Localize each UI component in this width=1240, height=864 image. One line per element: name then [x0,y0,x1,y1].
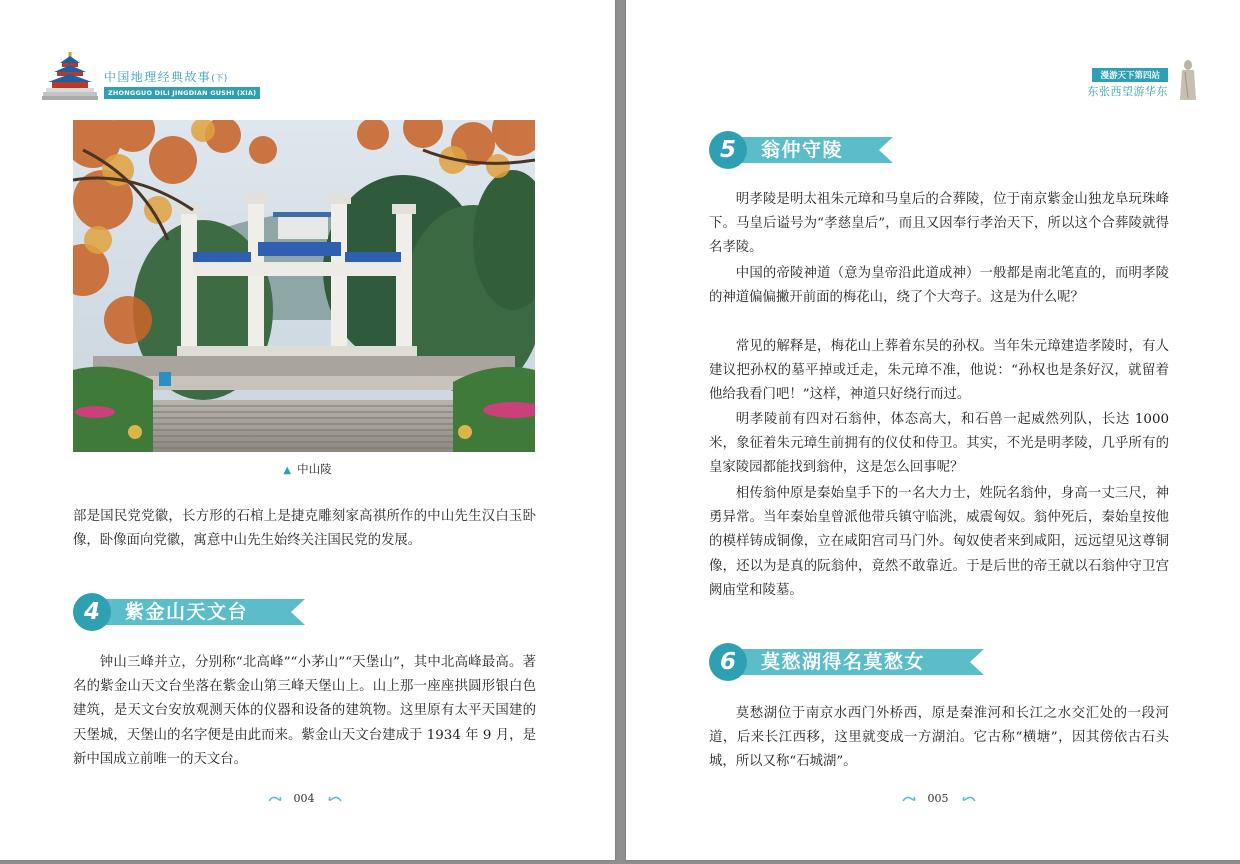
section-title: 紫金山天文台 [125,601,249,623]
statue-icon [1178,60,1198,100]
book-title: 中国地理经典故事(下) [104,70,228,84]
section-5-paragraph-1: 明孝陵是明太祖朱元璋和马皇后的合葬陵，位于南京紫金山独龙阜玩珠峰下。马皇后谥号为“孝慈皇后”，而且又因奉行孝治天下，所以这个合葬陵就得名孝陵。 [709,192,1169,256]
wave-ornament-icon [322,794,342,804]
section-5-paragraph-3: 常见的解释是，梅花山上葬着东吴的孙权。当年朱元璋建造孝陵时，有人建议把孙权的墓平掉或迁走，朱元璋不准，他说：“孙权也是条好汉，就留着他给我看门吧！”这样，神道只好绕行而过。 [709,339,1169,403]
zhongshan-mausoleum-photo [73,120,535,452]
book-header [42,52,282,104]
section-title: 莫愁湖得名莫愁女 [761,651,926,673]
section-6-heading [709,643,984,681]
chapter-subtitle: 东张西望游华东 [1087,85,1168,98]
photo-caption: ▲ 中山陵 [283,462,332,476]
section-number: 5 [709,131,747,169]
wave-ornament-icon [956,794,976,804]
triangle-marker-icon: ▲ [283,465,292,476]
right-page [626,0,1240,860]
section-title: 翁仲守陵 [761,139,844,161]
section-4-paragraph: 钟山三峰并立，分别称“北高峰”“小茅山”“天堡山”，其中北高峰最高。著名的紫金山天文台坐落在紫金山第三峰天堡山上。山上那一座座拱圆形银白色建筑，是天文台安放观测天体的仪器和设备的建筑物。这里原有太平天国建的天堡城，天堡山的名字便是由此而来。紫金山天文台建成于 1934 年 9 月，是新中国成立前唯一的天文台。 [73,655,536,767]
section-5-paragraph-5: 相传翁仲原是秦始皇手下的一名大力士，姓阮名翁仲，身高一丈三尺，神勇异常。当年秦始皇曾派他带兵镇守临洮，威震匈奴。翁仲死后，秦始皇按他的模样铸成铜像，立在咸阳宫司马门外。匈奴使者来到咸阳，远远望见这尊铜像，还以为是真的阮翁仲，竟然不敢靠近。于是后世的帝王就以石翁仲守卫宫阙庙堂和陵墓。 [709,486,1169,598]
book-subtitle: ZHONGGUO DILI JINGDIAN GUSHI (XIA) [104,87,260,99]
left-page [0,0,615,860]
page-number-right: 005 [878,790,998,808]
section-5-paragraph-2: 中国的帝陵神道（意为皇帝沿此道成神）一般都是南北笔直的，而明孝陵的神道偏偏撇开前面的梅花山，绕了个大弯子。这是为什么呢？ [709,266,1169,306]
section-number: 6 [709,643,747,681]
section-6-paragraph: 莫愁湖位于南京水西门外桥西，原是秦淮河和长江之水交汇处的一段河道，后来长江西移，这里就变成一方湖泊。它古称“横塘”，因其傍依古石头城，所以又称“石城湖”。 [709,706,1169,770]
chapter-header [1040,60,1200,108]
page-number-left: 004 [244,790,364,808]
continued-paragraph: 部是国民党党徽，长方形的石棺上是捷克雕刻家高祺所作的中山先生汉白玉卧像，卧像面向党徽，寓意中山先生始终关注国民党的发展。 [73,509,536,549]
section-5-paragraph-4: 明孝陵前有四对石翁仲，体态高大，和石兽一起威然列队，长达 1000 米，象征着朱元璋生前拥有的仪仗和侍卫。其实，不光是明孝陵，几乎所有的皇家陵园都能找到翁仲，这是怎么回事呢？ [709,412,1169,476]
section-5-heading [709,131,893,169]
section-number: 4 [73,593,111,631]
temple-of-heaven-icon [42,52,98,102]
section-4-heading [73,593,305,631]
chapter-tag: 漫游天下第四站 [1092,68,1168,82]
